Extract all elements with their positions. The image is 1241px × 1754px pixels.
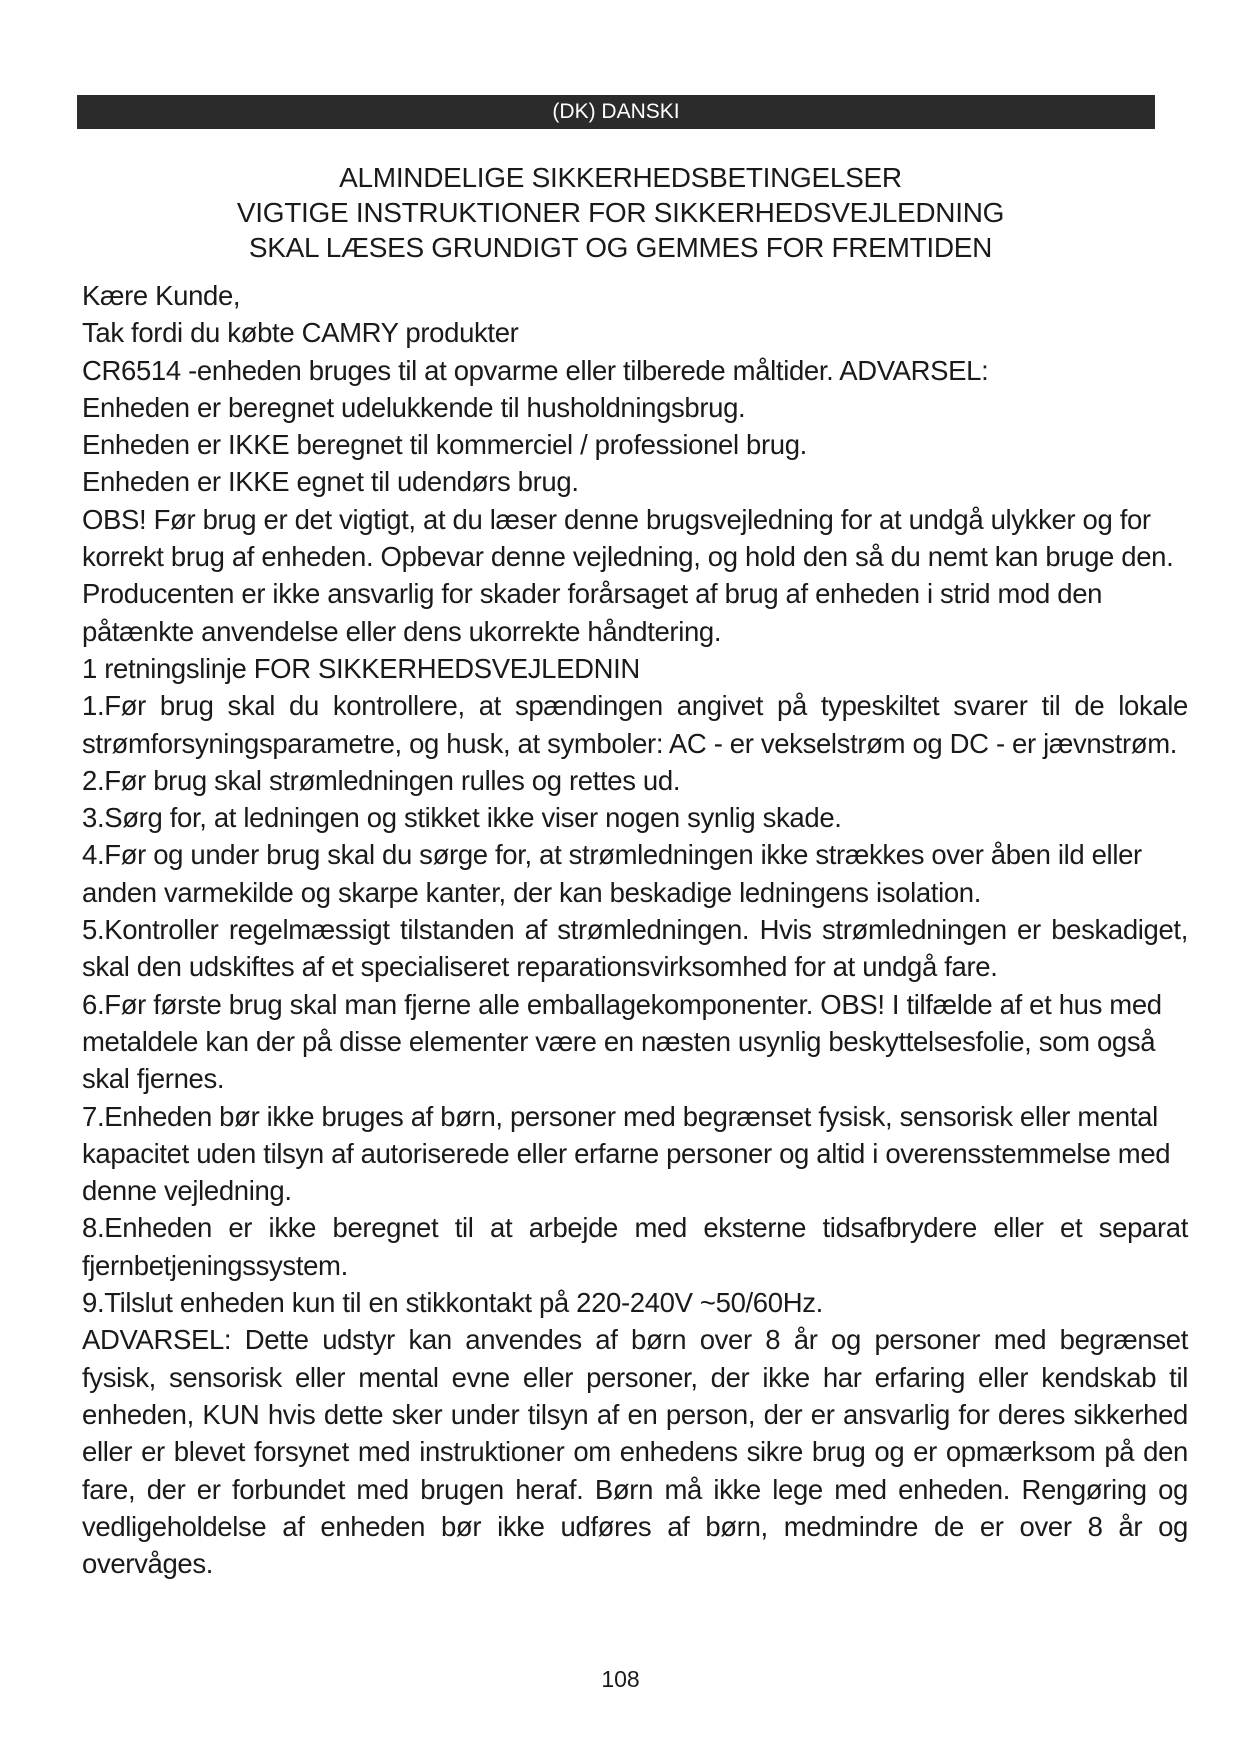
- page-number: 108: [601, 1666, 640, 1692]
- safety-item-9: 9.Tilslut enheden kun til en stikkontakt på 220-240V ~50/60Hz.: [82, 1287, 823, 1319]
- title-line-2: VIGTIGE INSTRUKTIONER FOR SIKKERHEDSVEJLEDNING: [236, 197, 1005, 228]
- title-line-3: SKAL LÆSES GRUNDIGT OG GEMMES FOR FREMTIDEN: [248, 232, 993, 263]
- warning-paragraph: ADVARSEL: Dette udstyr kan anvendes af børn over 8 år og personer med begrænset fysisk, sensorisk eller mental evne eller personer, der ikke har erfaring eller kendskab til enheden, KUN hvis dette sker under tilsyn af en person, der er ansvarlig for deres sikkerhed eller er blevet forsynet med instruktioner om enhedens sikre brug og er opmærksom på den fare, der er forbundet med brugen heraf. Børn må ikke lege med enheden. Rengøring og vedligeholdelse af enheden bør ikke udføres af børn, medmindre de er over 8 år og overvåges.: [82, 1324, 1188, 1580]
- purpose-line: CR6514 -enheden bruges til at opvarme eller tilberede måltider. ADVARSEL:: [82, 354, 989, 386]
- not-commercial-line: Enheden er IKKE beregnet til kommerciel / professionel brug.: [82, 429, 807, 461]
- safety-item-7: 7.Enheden bør ikke bruges af børn, personer med begrænset fysisk, sensorisk eller mental kapacitet uden tilsyn af autoriserede eller erfarne personer og altid i overensstemmelse med denne vejledning.: [82, 1100, 1171, 1207]
- not-outdoor-line: Enheden er IKKE egnet til udendørs brug.: [82, 466, 579, 498]
- obs-paragraph: OBS! Før brug er det vigtigt, at du læser denne brugsvejledning for at undgå ulykker og for korrekt brug af enheden. Opbevar denne vejledning, og hold den så du nemt kan bruge den. Producenten er ikke ansvarlig for skader forårsaget af brug af enheden i strid mod den påtænkte anvendelse eller dens ukorrekte håndtering.: [82, 503, 1174, 647]
- safety-item-3: 3.Sørg for, at ledningen og stikket ikke viser nogen synlig skade.: [82, 802, 842, 834]
- safety-item-2: 2.Før brug skal strømledningen rulles og rettes ud.: [82, 764, 681, 796]
- document-title: [0, 160, 1241, 265]
- household-line: Enheden er beregnet udelukkende til husholdningsbrug.: [82, 391, 746, 423]
- safety-item-6: 6.Før første brug skal man fjerne alle emballagekomponenter. OBS! I tilfælde af et hus med metaldele kan der på disse elementer være en næsten usynlig beskyttelsesfolie, som også skal fjernes.: [82, 988, 1162, 1095]
- language-header-bar: (DK) DANSKI: [77, 95, 1155, 129]
- safety-item-1: 1.Før brug skal du kontrollere, at spændingen angivet på typeskiltet svarer til de lokale strømforsyningsparametre, og husk, at symboler: AC - er vekselstrøm og DC - er jævnstrøm.: [82, 690, 1188, 759]
- safety-item-4: 4.Før og under brug skal du sørge for, at strømledningen ikke strækkes over åben ild eller anden varmekilde og skarpe kanter, der kan beskadige ledningens isolation.: [82, 839, 1142, 908]
- greeting: Kære Kunde,: [82, 280, 241, 311]
- safety-item-5: 5.Kontroller regelmæssigt tilstanden af strømledningen. Hvis strømledningen er beskadiget, skal den udskiftes af et specialiseret reparationsvirksomhed for at undgå fare.: [82, 914, 1188, 983]
- thanks-line: Tak fordi du købte CAMRY produkter: [82, 317, 519, 349]
- section-heading: 1 retningslinje FOR SIKKERHEDSVEJLEDNIN: [82, 652, 640, 684]
- title-line-1: ALMINDELIGE SIKKERHEDSBETINGELSER: [339, 162, 902, 193]
- document-body: [82, 277, 1188, 1582]
- safety-item-8: 8.Enheden er ikke beregnet til at arbejde med eksterne tidsafbrydere eller et separat fjernbetjeningssystem.: [82, 1212, 1188, 1281]
